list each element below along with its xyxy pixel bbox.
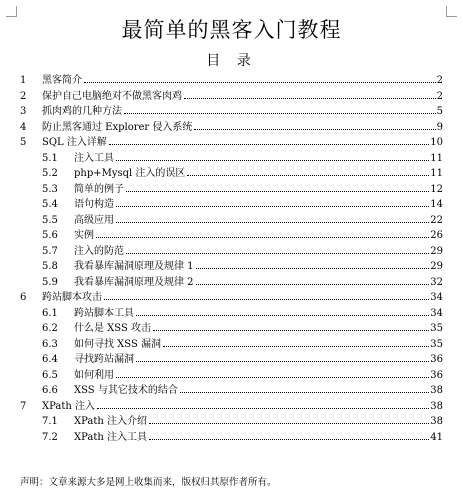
toc-dot-leader [116, 377, 429, 378]
toc-entry-label[interactable]: 高级应用 [74, 214, 114, 226]
toc-heading: 目 录 [206, 53, 257, 69]
toc-entry[interactable] [0, 368, 463, 384]
toc-entry-label[interactable]: 如何利用 [74, 369, 114, 381]
toc-entry[interactable] [0, 151, 463, 167]
toc-entry[interactable] [0, 321, 463, 337]
toc-entry[interactable] [0, 197, 463, 213]
toc-entry-number: 5.5 [42, 214, 58, 226]
toc-entry-label[interactable]: 我看暴库漏洞原理及规律 2 [74, 276, 194, 288]
toc-entry[interactable] [0, 290, 463, 306]
toc-entry-label[interactable]: XSS 与其它技术的结合 [74, 385, 178, 396]
toc-entry-number: 5.1 [42, 152, 58, 164]
toc-entry-number: 7.1 [42, 416, 58, 427]
toc-entry-page: 35 [430, 338, 443, 350]
toc-entry[interactable] [0, 135, 463, 151]
toc-entry-page: 10 [430, 137, 443, 148]
toc-entry[interactable] [0, 89, 463, 105]
toc-dot-leader [84, 82, 436, 83]
toc-entry-label[interactable]: 寻找跨站漏洞 [74, 354, 134, 365]
toc-dot-leader [149, 439, 429, 440]
toc-entry[interactable] [0, 414, 463, 430]
toc-entry-page: 26 [430, 230, 443, 241]
toc-dot-leader [126, 191, 429, 192]
toc-entry-page: 32 [430, 276, 443, 288]
toc-entry-label[interactable]: 我看暴库漏洞原理及规律 1 [74, 261, 194, 272]
toc-entry-page: 38 [430, 400, 443, 412]
toc-entry-label[interactable]: 跨站脚本工具 [74, 307, 134, 319]
toc-entry-page: 9 [436, 121, 443, 133]
toc-entry[interactable] [0, 228, 463, 244]
toc-entry-label[interactable]: XPath 注入工具 [74, 431, 147, 443]
toc-entry-label[interactable]: 防止黑客通过 Explorer 侵入系统 [42, 121, 193, 133]
toc-dot-leader [109, 144, 429, 145]
toc-entry-number: 4 [20, 121, 27, 133]
toc-dot-leader [136, 361, 429, 362]
toc-entry[interactable] [0, 399, 463, 415]
toc-dot-leader [180, 392, 429, 393]
toc-entry-number: 1 [20, 75, 27, 86]
toc-entry-number: 6.6 [42, 385, 58, 396]
toc-dot-leader [149, 423, 429, 424]
toc-entry-number: 2 [20, 90, 27, 102]
toc-entry-label[interactable]: 实例 [74, 230, 94, 241]
toc-entry-number: 5 [20, 137, 27, 148]
toc-dot-leader [126, 253, 429, 254]
toc-entry-label[interactable]: XPath 注入 [42, 400, 95, 412]
toc-entry-number: 6.4 [42, 354, 58, 365]
toc-dot-leader [124, 113, 436, 114]
toc-entry-number: 5.7 [42, 245, 58, 257]
toc-entry-number: 5.8 [42, 261, 58, 272]
toc-entry[interactable] [0, 166, 463, 182]
toc-entry-page: 29 [430, 245, 443, 257]
toc-entry-number: 5.3 [42, 183, 58, 195]
toc-entry-page: 11 [430, 168, 443, 179]
toc-entry-label[interactable]: 注入的防范 [74, 245, 124, 257]
toc-entry-label[interactable]: XPath 注入介绍 [74, 416, 147, 427]
toc-entry-number: 7.2 [42, 431, 58, 443]
toc-entry-number: 5.4 [42, 199, 58, 210]
toc-dot-leader [104, 299, 429, 300]
toc-entry[interactable] [0, 306, 463, 322]
toc-entry-page: 34 [430, 307, 443, 319]
toc-entry-page: 35 [430, 323, 443, 334]
document-title: 最简单的黑客入门教程 [121, 18, 342, 42]
toc-dot-leader [196, 268, 430, 269]
toc-entry-label[interactable]: SQL 注入详解 [42, 137, 107, 148]
toc-dot-leader [153, 330, 429, 331]
toc-entry[interactable] [0, 182, 463, 198]
toc-entry-page: 14 [430, 199, 443, 210]
toc-entry-page: 38 [430, 416, 443, 427]
toc-entry-page: 5 [436, 106, 443, 117]
toc-entry-label[interactable]: 注入工具 [74, 152, 114, 164]
toc-entry-page: 22 [430, 214, 443, 226]
toc-entry-page: 11 [430, 152, 443, 164]
toc-dot-leader [196, 284, 430, 285]
toc-entry[interactable] [0, 383, 463, 399]
toc-entry[interactable] [0, 213, 463, 229]
toc-entry-page: 2 [436, 90, 443, 102]
toc-dot-leader [194, 129, 435, 130]
toc-entry-page: 12 [430, 183, 443, 195]
toc-entry-label[interactable]: 语句构造 [74, 199, 114, 210]
toc-entry-page: 36 [430, 369, 443, 381]
copyright-notice: 声明：文章来源大多是网上收集而来，版权归其原作者所有。 [20, 477, 277, 488]
toc-entry-number: 5.2 [42, 168, 58, 179]
toc-entry-label[interactable]: 保护自己电脑绝对不做黑客肉鸡 [42, 90, 182, 102]
table-of-contents [0, 73, 463, 445]
toc-entry-label[interactable]: 跨站脚本攻击 [42, 292, 102, 303]
toc-entry-page: 29 [430, 261, 443, 272]
toc-entry[interactable] [0, 430, 463, 446]
toc-entry-page: 34 [430, 292, 443, 303]
toc-entry-label[interactable]: 抓肉鸡的几种方法 [42, 106, 122, 117]
toc-entry[interactable] [0, 244, 463, 260]
toc-entry-page: 2 [436, 75, 443, 86]
toc-dot-leader [116, 160, 429, 161]
toc-entry-label[interactable]: 如何寻找 XSS 漏洞 [74, 338, 162, 350]
toc-entry[interactable] [0, 352, 463, 368]
toc-entry[interactable] [0, 259, 463, 275]
toc-entry-label[interactable]: php+Mysql 注入的误区 [74, 168, 186, 179]
toc-entry-number: 5.6 [42, 230, 58, 241]
toc-entry[interactable] [0, 73, 463, 89]
toc-entry[interactable] [0, 337, 463, 353]
toc-entry-label[interactable]: 什么是 XSS 攻击 [74, 323, 152, 334]
toc-entry-number: 6.2 [42, 323, 58, 334]
toc-dot-leader [187, 175, 429, 176]
toc-entry-page: 36 [430, 354, 443, 365]
toc-entry-number: 6.5 [42, 369, 58, 381]
toc-entry-number: 6.1 [42, 307, 58, 319]
toc-entry-page: 38 [430, 385, 443, 396]
toc-entry-number: 6 [20, 292, 27, 303]
toc-dot-leader [116, 206, 429, 207]
toc-entry-number: 7 [20, 400, 27, 412]
toc-dot-leader [96, 237, 429, 238]
toc-entry[interactable] [0, 120, 463, 136]
toc-entry-page: 41 [430, 431, 443, 443]
toc-dot-leader [163, 346, 429, 347]
toc-entry-number: 6.3 [42, 338, 58, 350]
toc-dot-leader [136, 315, 429, 316]
toc-entry-label[interactable]: 简单的例子 [74, 183, 124, 195]
toc-dot-leader [184, 98, 436, 99]
toc-entry-label[interactable]: 黑客简介 [42, 75, 82, 86]
toc-dot-leader [116, 222, 429, 223]
toc-entry[interactable] [0, 275, 463, 291]
toc-entry-number: 3 [20, 106, 27, 117]
toc-entry[interactable] [0, 104, 463, 120]
toc-dot-leader [97, 408, 429, 409]
toc-entry-number: 5.9 [42, 276, 58, 288]
